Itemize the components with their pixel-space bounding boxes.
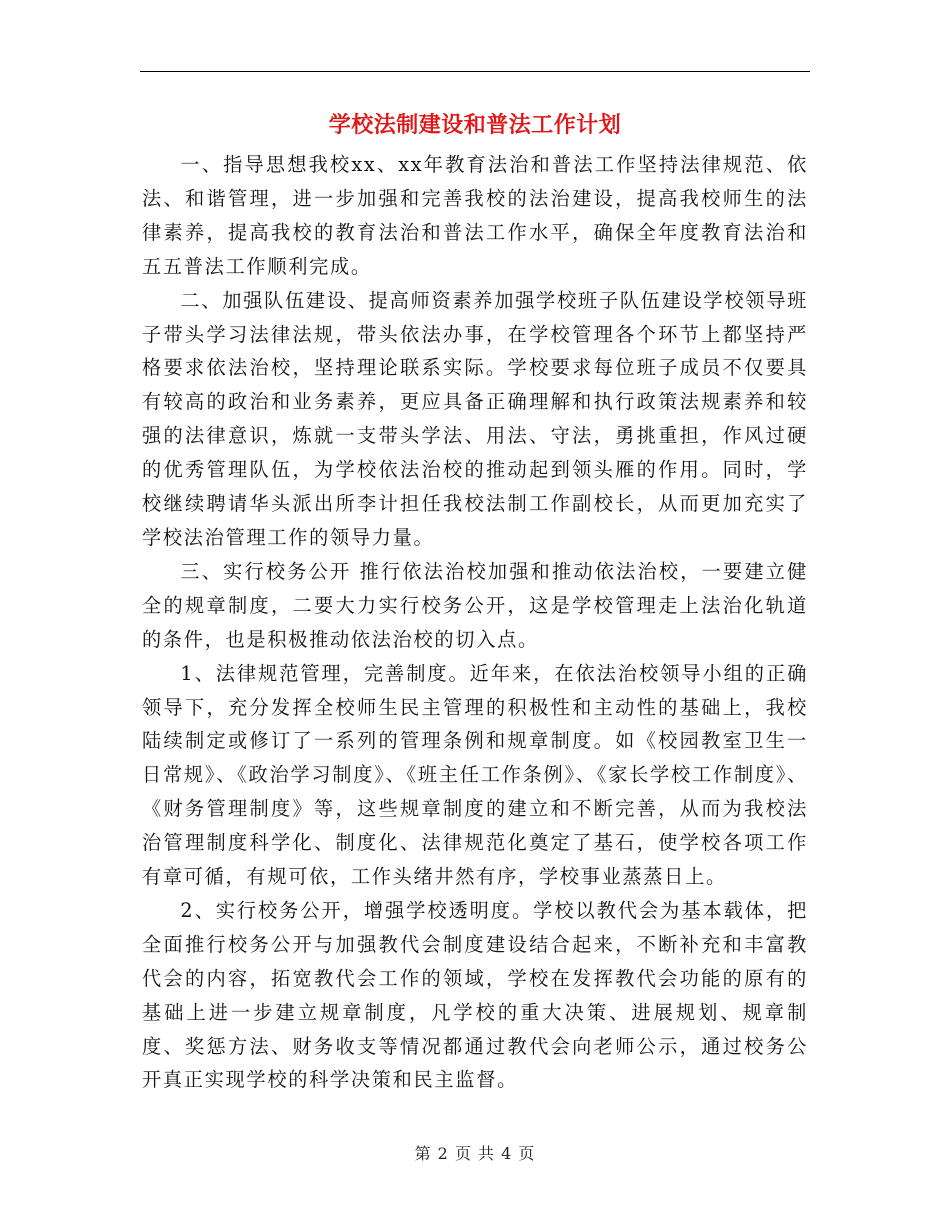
paragraph-guiding-ideology: 一、指导思想我校xx、xx年教育法治和普法工作坚持法律规范、依法、和谐管理，进一步加强和完善我校的法治建设，提高我校师生的法律素养，提高我校的教育法治和普法工作水平，确保全年度教育法治和五五普法工作顺利完成。	[142, 153, 808, 278]
paragraph-legal-management: 1、法律规范管理，完善制度。近年来，在依法治校领导小组的正确领导下，充分发挥全校师生民主管理的积极性和主动性的基础上，我校陆续制定或修订了一系列的管理条例和规章制度。如《校园教室卫生一日常规》、《政治学习制度》、《班主任工作条例》、《家长学校工作制度》、《财务管理制度》等，这些规章制度的建立和不断完善，从而为我校法治管理制度科学化、制度化、法律规范化奠定了基石，使学校各项工作有章可循，有规可依，工作头绪井然有序，学校事业蒸蒸日上。	[142, 661, 808, 889]
header-rule	[140, 71, 810, 72]
page-footer	[0, 1142, 950, 1166]
paragraph-school-affairs-openness: 三、实行校务公开 推行依法治校加强和推动依法治校，一要建立健全的规章制度，二要大力实行校务公开，这是学校管理走上法治化轨道的条件，也是积极推动依法治校的切入点。	[142, 559, 808, 651]
document-body	[142, 148, 808, 1097]
paragraph-transparency: 2、实行校务公开，增强学校透明度。学校以教代会为基本载体，把全面推行校务公开与加强教代会制度建设结合起来，不断补充和丰富教代会的内容，拓宽教代会工作的领域，学校在发挥教代会功能的原有的基础上进一步建立规章制度，凡学校的重大决策、进展规划、规章制度、奖惩方法、财务收支等情况都通过教代会向老师公示，通过校务公开真正实现学校的科学决策和民主监督。	[142, 898, 808, 1092]
page-number: 第 2 页 共 4 页	[414, 1144, 536, 1163]
paragraph-team-building: 二、加强队伍建设、提高师资素养加强学校班子队伍建设学校领导班子带头学习法律法规，带头依法办事，在学校管理各个环节上都坚持严格要求依法治校，坚持理论联系实际。学校要求每位班子成员不仅要具有较高的政治和业务素养，更应具备正确理解和执行政策法规素养和较强的法律意识，炼就一支带头学法、用法、守法，勇挑重担，作风过硬的优秀管理队伍，为学校依法治校的推动起到领头雁的作用。同时，学校继续聘请华头派出所李计担任我校法制工作副校长，从而更加充实了学校法治管理工作的领导力量。	[142, 288, 808, 549]
document-title: 学校法制建设和普法工作计划	[328, 113, 622, 138]
